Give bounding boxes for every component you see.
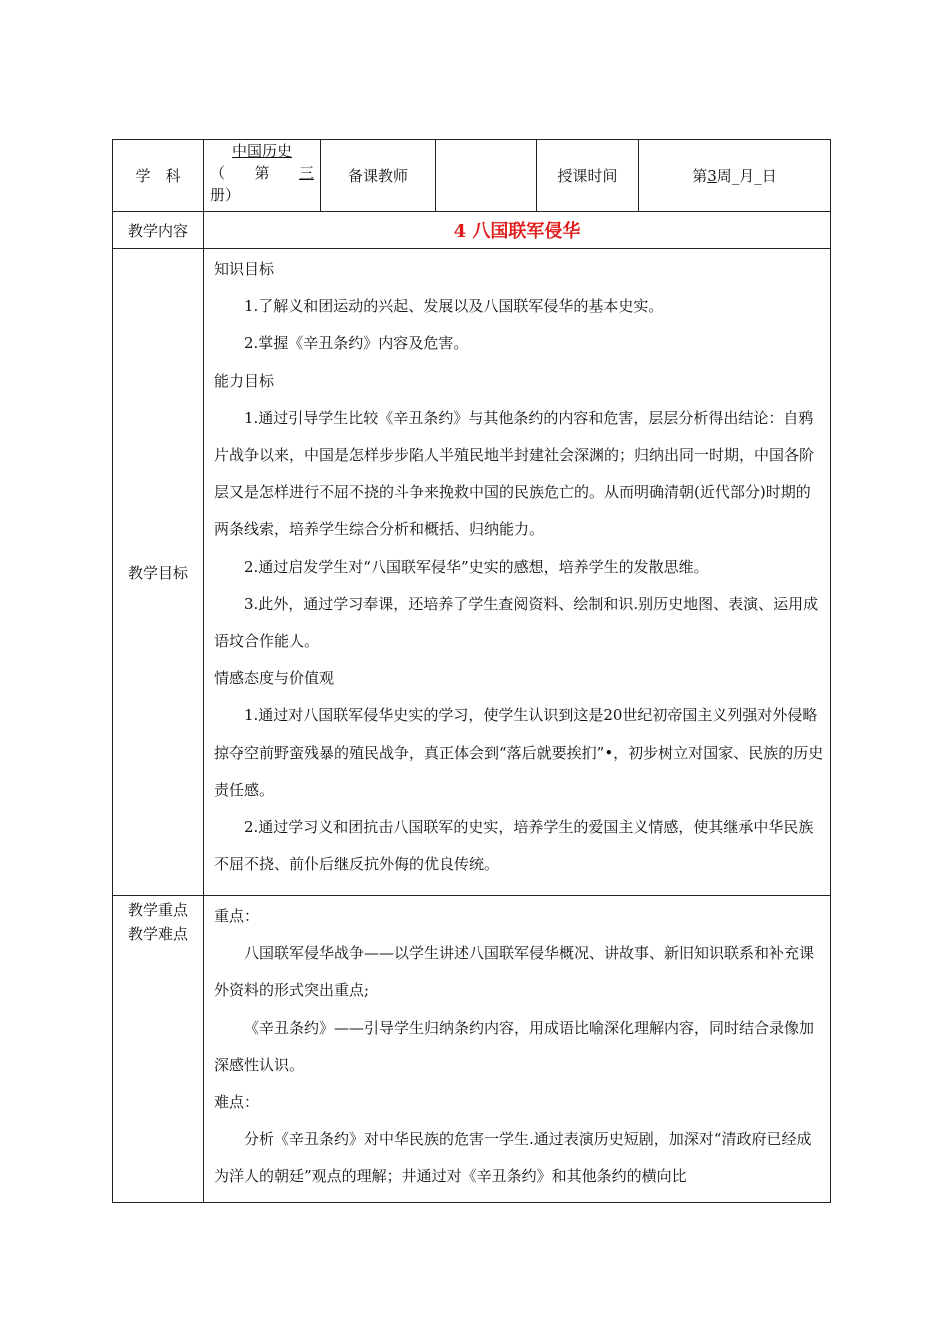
objective-item: 3.此外，通过学习奉课，还培养了学生查阅资料、绘制和识.别历史地图、表演、运用成语坟合作能人。 [214, 594, 819, 651]
objective-item: 1.通过对八国联军侵华史实的学习，使学生认识到这是20世纪初帝国主义列强对外侵略掠夺空前野蛮残暴的殖民战争，真正体会到“落后就要挨扪”•，初步树立对国家、民族的历史责任感。 [214, 706, 824, 799]
keypoints-label: 教学重点 教学难点 [113, 896, 204, 1203]
keypoint-item: 八国联军侵华战争——以学生讲述八国联军侵华概况、讲故事、新旧知识联系和补充课外资料的形式突出重点; [214, 944, 815, 1000]
teacher-label: 备课教师 [321, 140, 436, 212]
objective-item: 2.掌握《辛丑条约》内容及危害。 [244, 334, 469, 353]
keypoint-heading: 重点： [214, 907, 260, 925]
time-week: 3 [707, 167, 717, 185]
time-label: 授课时间 [537, 140, 639, 212]
subject-value-line3: 册） [210, 186, 241, 204]
objective-item: 1.了解义和团运动的兴起、发展以及八国联军侵华的基本史实。 [244, 297, 664, 316]
objectives-row [113, 249, 831, 896]
keypoint-heading: 难点： [214, 1093, 260, 1112]
objective-item: 2.通过启发学生对“八国联军侵华”史实的感想，培养学生的发散思维。 [244, 557, 709, 576]
time-value: 第3周_月_日 [639, 140, 831, 212]
keypoints-row [113, 896, 831, 1203]
objective-item: 2.通过学习义和团抗击八国联军的史实，培养学生的爱国主义情感，使其继承中华民族不屈不挠、前仆后继反抗外侮的优良传统。 [214, 818, 814, 874]
objective-heading: 知识目标 [214, 260, 275, 278]
keypoint-item: 《辛丑条约》——引导学生归纳条约内容，用成语比喻深化理解内容，同时结合录像加深感性认识。 [214, 1018, 815, 1074]
objectives-body [204, 249, 831, 896]
objectives-label: 教学目标 [113, 249, 204, 896]
objective-item: 1.通过引导学生比较《辛丑条约》与其他条约的内容和危害，层层分析得出结论：自鸦片战争以来，中国是怎样步步陷人半殖民地半封建社会深渊的；归纳出同一时期，中国各阶层又是怎样进行不屈不挠的斗争来挽救中国的民族危亡的。从而明确清朝(近代部分)时期的两条线索，培养学生综合分析和概括、归纳能力。 [214, 408, 815, 539]
subject-label: 学 科 [113, 140, 204, 212]
header-row [113, 140, 831, 212]
content-row [113, 212, 831, 249]
lesson-plan-table [112, 139, 831, 1203]
keypoint-item: 分析《辛丑条约》对中华民族的危害一学生.通过表演历史短剧，加深对“清政府已经成为洋人的朝廷”观点的理解；井通过对《辛丑条约》和其他条约的横向比 [214, 1130, 812, 1186]
teacher-value [436, 140, 537, 212]
subject-value-line1: 中国历史 [231, 142, 292, 160]
keypoints-body [204, 896, 831, 1203]
objective-heading: 能力目标 [214, 371, 275, 390]
subject-value: 中国历史 （ 第 三 册） [204, 140, 321, 212]
lesson-title: 4 八国联军侵华 [204, 212, 831, 249]
content-label: 教学内容 [113, 212, 204, 249]
objective-heading: 情感态度与价值观 [214, 669, 335, 688]
